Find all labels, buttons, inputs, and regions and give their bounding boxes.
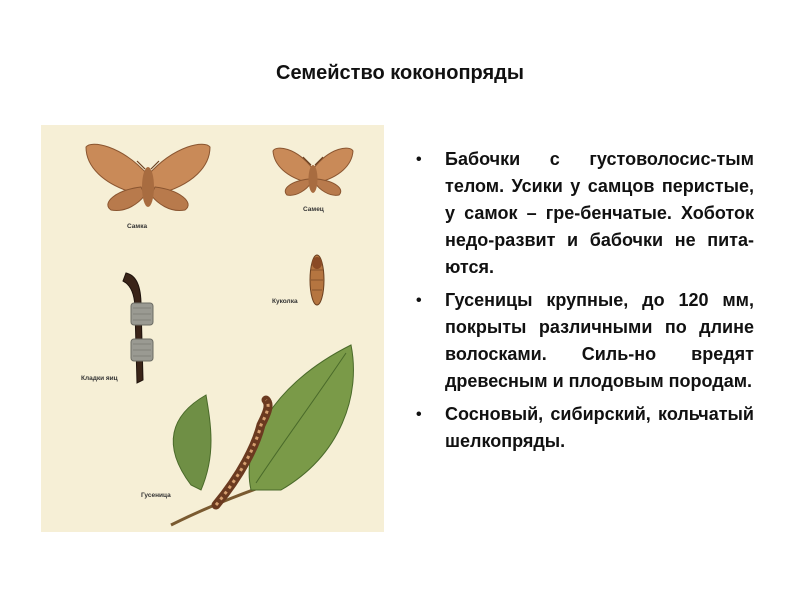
bullet-item (416, 146, 754, 281)
bullet-text: Бабочки с густоволосис-тым телом. Усики у самцов перистые, у самок – гре-бенчатые. Хоботок недо-развит и бабочки не пита-ются. (445, 149, 754, 277)
bullet-marker: • (416, 406, 422, 423)
male-label: Самец (303, 206, 324, 213)
male-moth-image (273, 148, 353, 195)
caterpillar-label: Гусеница (141, 492, 171, 499)
bullet-text: Сосновый, сибирский, кольчатый шелкопряды. (445, 404, 754, 451)
leaf-with-caterpillar-image (171, 345, 353, 525)
pupa-label: Куколка (272, 298, 298, 305)
bullet-list (416, 146, 754, 461)
moth-illustration (41, 125, 384, 532)
female-label: Самка (127, 223, 148, 230)
slide-title: Семейство коконопряды (276, 62, 524, 84)
bullet-marker: • (416, 292, 422, 309)
bullet-item (416, 401, 754, 455)
female-moth-image (86, 144, 210, 210)
egg-clutches-image (123, 273, 153, 383)
pupa-image (310, 255, 324, 305)
bullet-marker: • (416, 151, 422, 168)
bullet-text: Гусеницы крупные, до 120 мм, покрыты различными по длине волосками. Силь-но вредят древесным и плодовым породам. (445, 290, 754, 391)
eggs-label: Кладки яиц (81, 375, 118, 382)
bullet-item (416, 287, 754, 395)
